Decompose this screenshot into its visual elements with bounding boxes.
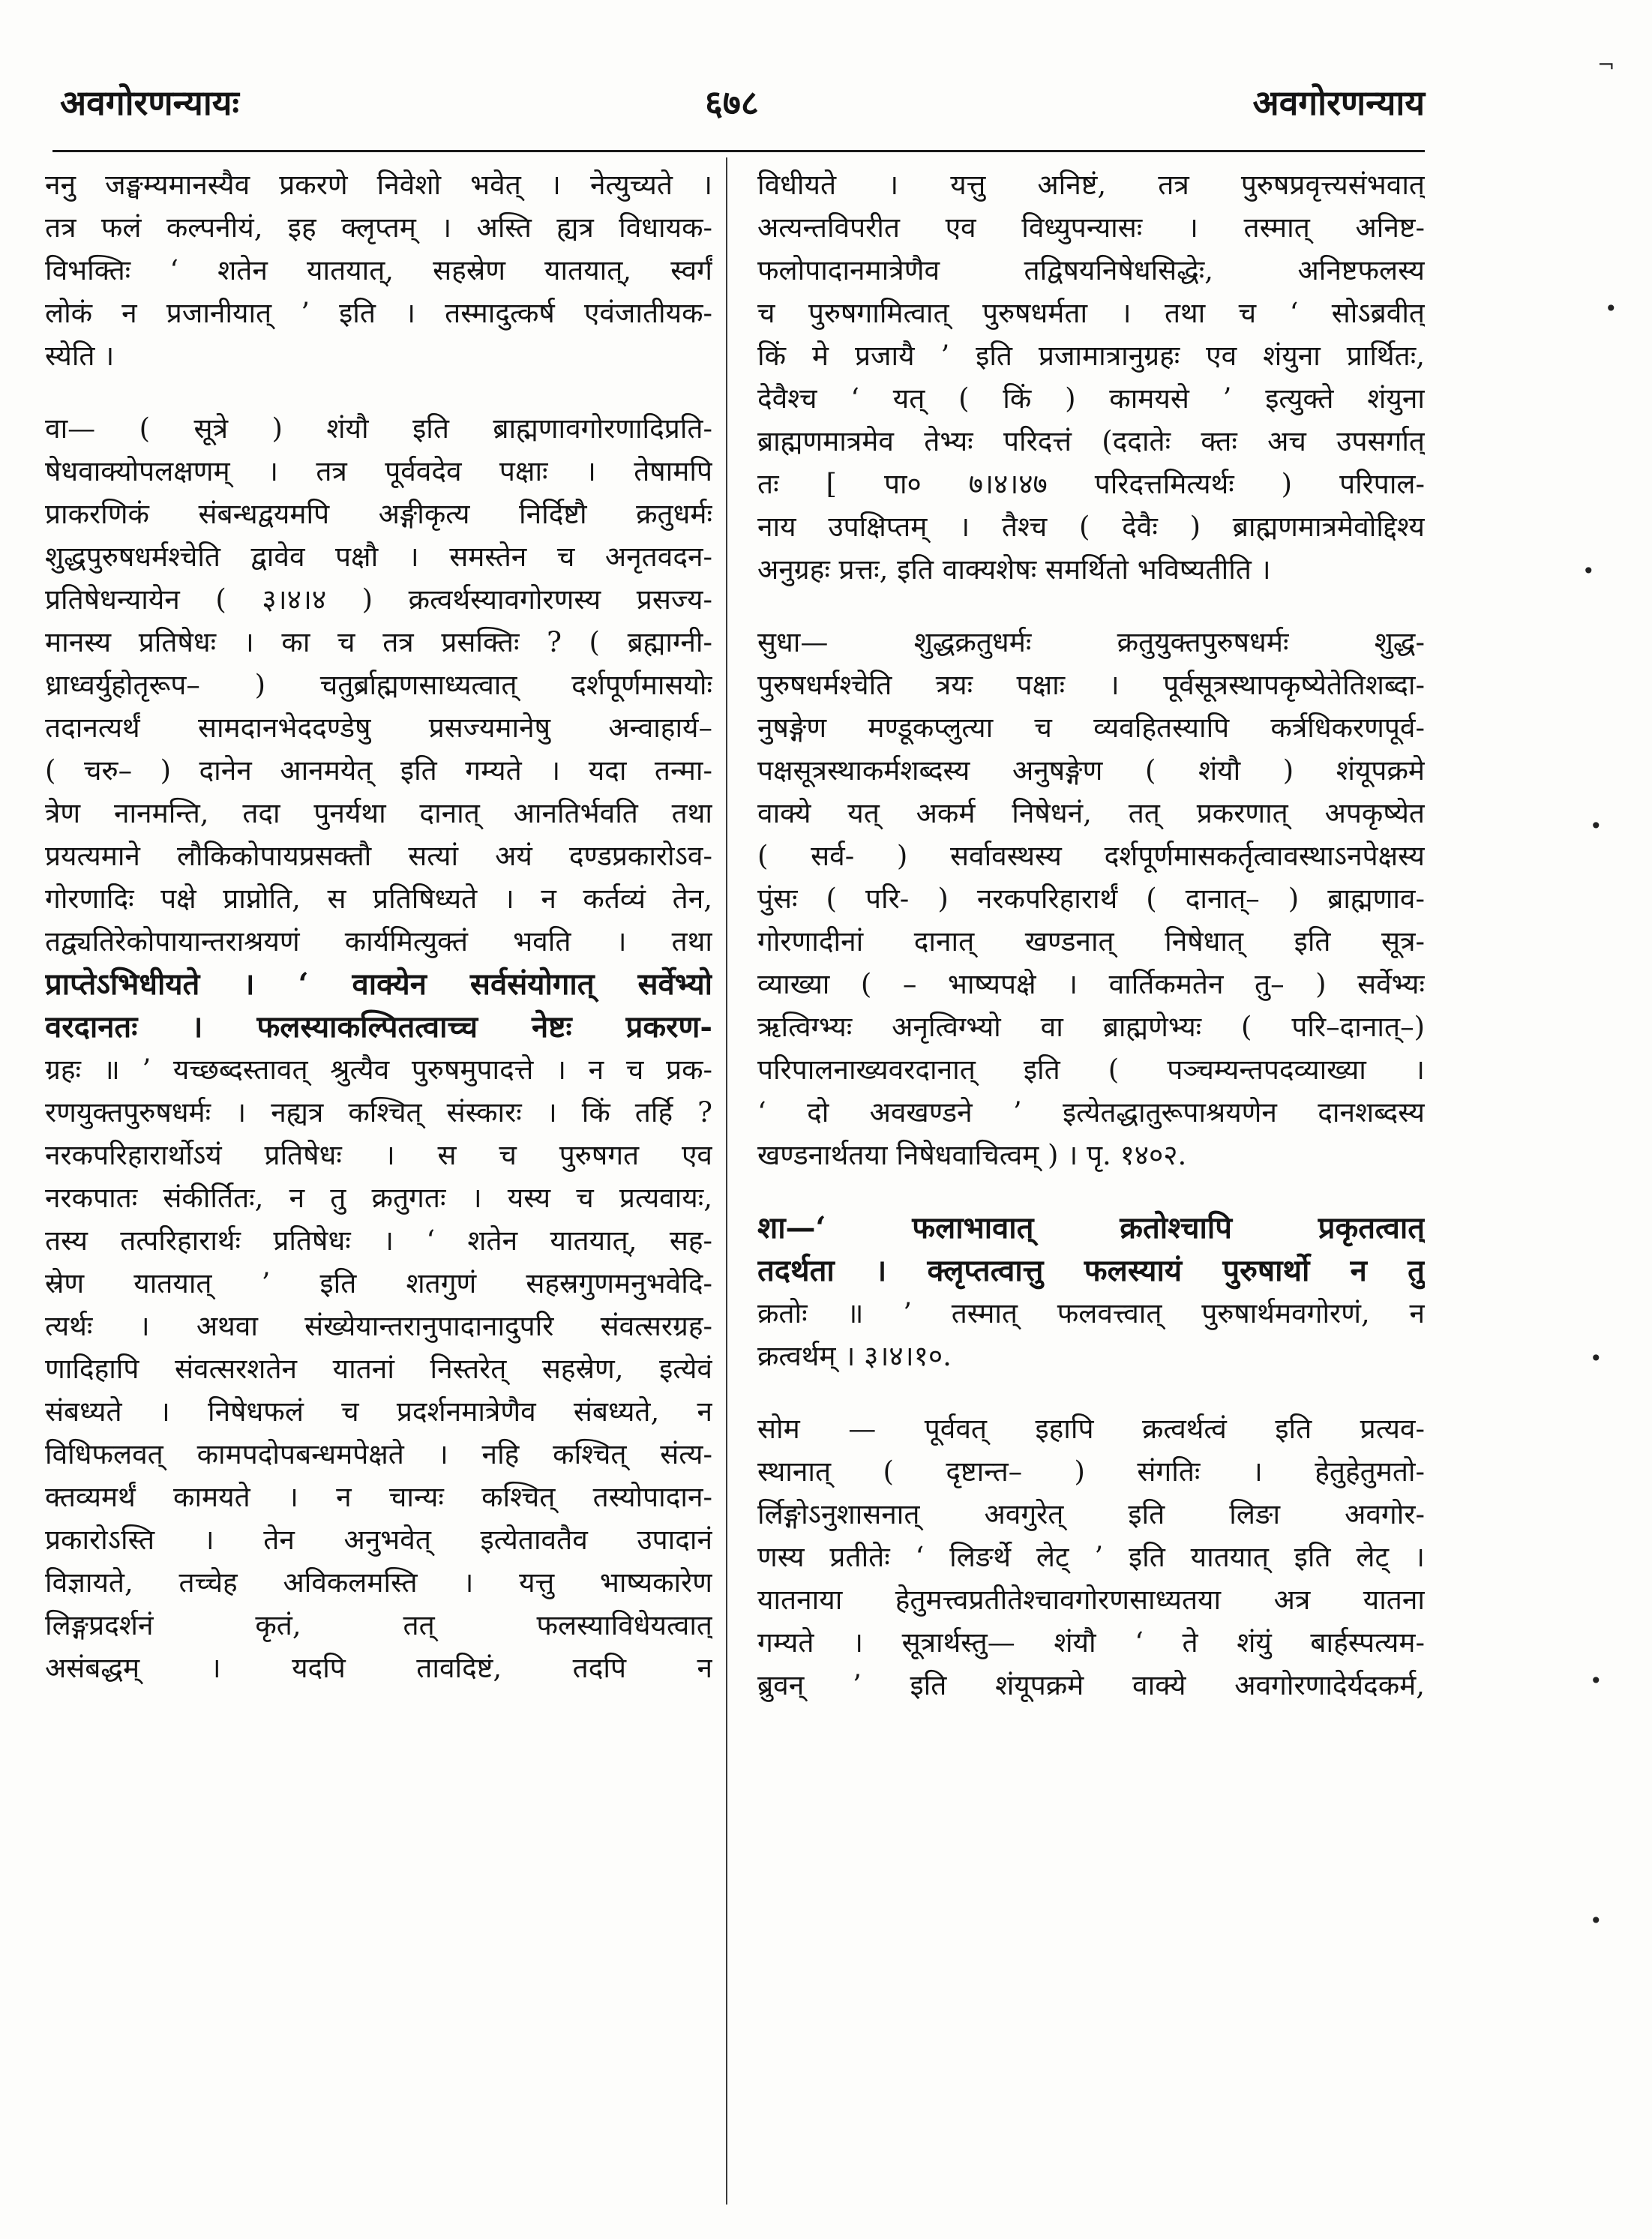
paragraph-gap [757,591,1425,621]
margin-mark: • [1590,1908,1603,1933]
margin-mark: • [1605,296,1618,321]
text-line: रणयुक्तपुरुषधर्मः । नह्यत्र कश्चित् संस्कारः । किं तर्हि ? [45,1096,712,1128]
text-line: संबध्यते । निषेधफलं च प्रदर्शनमात्रेणैव संबध्यते, न [45,1395,712,1428]
header-right-title: अवगोरणन्याय [1252,82,1425,123]
paragraph-gap [757,1176,1425,1206]
paragraph-gap [757,1377,1425,1407]
text-line: तत्र फलं कल्पनीयं, इह क्लृप्तम् । अस्ति ह्यत्र विधायक- [45,211,712,244]
text-line: लोकं न प्रजानीयात् ’ इति । तस्मादुत्कर्ष एवंजातीयक- [45,297,712,329]
text-line: षेधवाक्योपलक्षणम् । तत्र पूर्ववदेव पक्षाः । तेषामपि [45,455,712,487]
text-line: प्राकरणिकं संबन्धद्वयमपि अङ्गीकृत्य निर्दिष्टौ क्रतुधर्मः [45,498,712,530]
text-line: विज्ञायते, तच्चेह अविकलमस्ति । यत्तु भाष्यकारेण [45,1566,712,1599]
text-line: र्लिङ्गोऽनुशासनात् अवगुरेत् इति लिङा अवगोर- [757,1498,1425,1530]
text-line: ग्रहः ॥ ’ यच्छब्दस्तावत् श्रुत्यैव पुरुषमुपादत्ते । न च प्रक- [45,1054,712,1086]
text-line: नरकपातः संकीर्तितः, न तु क्रतुगतः । यस्य च प्रत्यवायः, [45,1182,712,1214]
text-line: यातनाया हेतुमत्त्वप्रतीतेश्चावगोरणसाध्यतया अत्र यातना [757,1584,1425,1616]
header-left-title: अवगोरणन्यायः [60,82,239,123]
text-line: ननु जङ्घम्यमानस्यैव प्रकरणे निवेशो भवेत् । नेत्युच्यते । [45,169,712,201]
text-line: गम्यते । सूत्रार्थस्तु— शंयौ ‘ ते शंयुं बार्हस्पत्यम- [757,1626,1425,1659]
margin-mark: • [1590,1668,1603,1693]
text-line: ‘ दो अवखण्डने ’ इत्येतद्धातुरूपाश्रयणेन दानशब्दस्य [757,1096,1425,1128]
text-line: विधिफलवत् कामपदोपबन्धमपेक्षते । नहि कश्चित् संत्य- [45,1438,712,1470]
text-line: क्रत्वर्थम् । ३।४।१०. [757,1340,952,1372]
text-line: अनुग्रहः प्रत्तः, इति वाक्यशेषः समर्थितो भविष्यतीति । [757,553,1271,586]
paragraph-gap [45,377,712,407]
text-line: तस्य तत्परिहारार्थः प्रतिषेधः । ‘ शतेन यातयात्, सह- [45,1224,712,1257]
text-line: ब्रुवन् ’ इति शंयूपक्रमे वाक्ये अवगोरणादेर्यदकर्म, [757,1669,1425,1701]
page-number: ६७८ [705,82,759,123]
text-line: ध्राध्वर्युहोतृरूप– ) चतुर्ब्राह्मणसाध्यत्वात् दर्शपूर्णमासयोः [45,669,712,701]
text-line: गोरणादिः पक्षे प्राप्नोति, स प्रतिषिध्यते । न कर्तव्यं तेन, [45,883,712,915]
text-line: च पुरुषगामित्वात् पुरुषधर्मता । तथा च ‘ सोऽब्रवीत् [757,297,1425,329]
text-line: पक्षसूत्रस्थाकर्मशब्दस्य अनुषङ्गेण ( शंयौ ) शंयूपक्रमे [757,754,1425,787]
text-line: वा— ( सूत्रे ) शंयौ इति ब्राह्मणावगोरणादिप्रति- [45,412,712,445]
text-line: ( सर्व- ) सर्वावस्थस्य दर्शपूर्णमासकर्तृत्वावस्थाऽनपेक्षस्य [757,840,1425,872]
text-line: तदानत्यर्थं सामदानभेददण्डेषु प्रसज्यमानेषु अन्वाहार्य– [45,712,712,744]
text-line: सुधा— शुद्धक्रतुधर्मः क्रतुयुक्तपुरुषधर्मः शुद्ध- [757,626,1425,658]
margin-mark: ¬ [1597,52,1615,77]
text-line: विभक्तिः ‘ शतेन यातयात्, सहस्रेण यातयात्, स्वर्गं [45,254,712,286]
text-line: खण्डनार्थतया निषेधवाचित्वम् ) । पृ. १४०२. [757,1139,1187,1171]
text-line: ब्राह्मणमात्रमेव तेभ्यः परिदत्तं (ददातेः क्तः अच उपसर्गात् [757,425,1425,457]
text-line: प्रयत्यमाने लौकिकोपायप्रसक्तौ सत्यां अयं दण्डप्रकारोऽव- [45,840,712,872]
text-line: प्रकारोऽस्ति । तेन अनुभवेत् इत्येतावतैव उपादानं [45,1524,712,1556]
text-line: स्रेण यातयात् ’ इति शतगुणं सहस्रगुणमनुभवेदि- [45,1267,712,1299]
text-line: प्राप्तेऽभिधीयते । ‘ वाक्येन सर्वसंयोगात् सर्वेभ्यो [45,967,712,1002]
text-line: नाय उपक्षिप्तम् । तैश्च ( देवैः ) ब्राह्मणमात्रमेवोद्दिश्य [757,511,1425,543]
text-line: तद्व्यतिरेकोपायान्तराश्रयणं कार्यमित्युक्तं भवति । तथा [45,925,712,958]
text-line: णस्य प्रतीतेः ‘ लिङर्थे लेट् ’ इति यातयात् इति लेट् । [757,1541,1425,1573]
text-line: क्रतोः ॥ ’ तस्मात् फलवत्त्वात् पुरुषार्थमवगोरणं, न [757,1297,1425,1329]
running-header [52,71,1425,131]
margin-mark: • [1590,1346,1603,1371]
text-line: प्रतिषेधन्यायेन ( ३।४।४ ) क्रत्वर्थस्यावगोरणस्य प्रसज्य- [45,583,712,616]
text-line: अत्यन्तविपरीत एव विध्युपन्यासः । तस्मात् अनिष्ट- [757,211,1425,244]
text-line: ( चरु– ) दानेन आनमयेत् इति गम्यते । यदा तन्मा- [45,754,712,787]
text-line: स्येति । [45,340,115,372]
text-line: पुंसः ( परि- ) नरकपरिहारार्थं ( दानात्– ) ब्राह्मणाव- [757,883,1425,915]
text-line: फलोपादानमात्रेणैव तद्विषयनिषेधसिद्धेः, अनिष्टफलस्य [757,254,1425,286]
right-column [757,163,1425,2203]
header-rule [52,150,1425,152]
text-line: पुरुषधर्मश्चेति त्रयः पक्षाः । पूर्वसूत्रस्थापकृष्येतेतिशब्दा- [757,669,1425,701]
text-line: किं मे प्रजायै ’ इति प्रजामात्रानुग्रहः एव शंयुना प्रार्थितः, [757,340,1425,372]
margin-marks [1575,0,1650,2239]
text-line: त्रेण नानमन्ति, तदा पुनर्यथा दानात् आनतिर्भवति तथा [45,797,712,829]
column-divider [726,157,727,2205]
text-line: शा—‘ फलाभावात् क्रतोश्चापि प्रकृतत्वात् [757,1210,1425,1245]
text-line: नरकपरिहारार्थोऽयं प्रतिषेधः । स च पुरुषगत एव [45,1139,712,1171]
text-line: गोरणादीनां दानात् खण्डनात् निषेधात् इति सूत्र- [757,925,1425,958]
text-line: वरदानतः । फलस्याकल्पितत्वाच्च नेष्टः प्रकरण- [45,1009,712,1045]
text-line: वाक्ये यत् अकर्म निषेधनं, तत् प्रकरणात् अपकृष्येत [757,797,1425,829]
left-column [45,163,712,2203]
text-line: तदर्थता । क्लृप्तत्वात्तु फलस्यायं पुरुषार्थो न तु [757,1253,1425,1288]
text-line: स्थानात् ( दृष्टान्त– ) संगतिः । हेतुहेतुमतो- [757,1455,1425,1488]
text-line: त्यर्थः । अथवा संख्येयान्तरानुपादानादुपरि संवत्सरग्रह- [45,1310,712,1342]
text-line: परिपालनाख्यवरदानात् इति ( पञ्चम्यन्तपदव्याख्या । [757,1054,1425,1086]
text-line: विधीयते । यत्तु अनिष्टं, तत्र पुरुषप्रवृत्त्यसंभवात् [757,169,1425,201]
text-line: णादिहापि संवत्सरशतेन यातनां निस्तरेत् सहस्रेण, इत्येवं [45,1353,712,1385]
text-line: सोम — पूर्ववत् इहापि क्रत्वर्थत्वं इति प्रत्यव- [757,1413,1425,1445]
text-line: लिङ्गप्रदर्शनं कृतं, तत् फलस्याविधेयत्वात् [45,1609,712,1641]
text-line: मानस्य प्रतिषेधः । का च तत्र प्रसक्तिः ? ( ब्रह्माग्नी- [45,626,712,658]
text-line: नुषङ्गेण मण्डूकप्लुत्या च व्यवहितस्यापि कर्त्रधिकरणपूर्व- [757,712,1425,744]
margin-mark: • [1582,559,1595,583]
margin-mark: • [1590,814,1603,838]
text-line: तः [ पा० ७।४।४७ परिदत्तमित्यर्थः ) परिपाल- [757,468,1425,500]
text-line: ऋत्विग्भ्यः अनृत्विग्भ्यो वा ब्राह्मणेभ्यः ( परि–दानात्–) [757,1011,1425,1043]
text-line: शुद्धपुरुषधर्मश्चेति द्वावेव पक्षौ । समस्तेन च अनृतवदन- [45,541,712,573]
text-line: क्तव्यमर्थं कामयते । न चान्यः कश्चित् तस्योपादान- [45,1481,712,1513]
text-line: देवैश्च ‘ यत् ( किं ) कामयसे ’ इत्युक्ते शंयुना [757,382,1425,415]
text-line: व्याख्या ( – भाष्यपक्षे । वार्तिकमतेन तु– ) सर्वेभ्यः [757,968,1425,1000]
text-line: असंबद्धम् । यदपि तावदिष्टं, तदपि न [45,1652,712,1684]
